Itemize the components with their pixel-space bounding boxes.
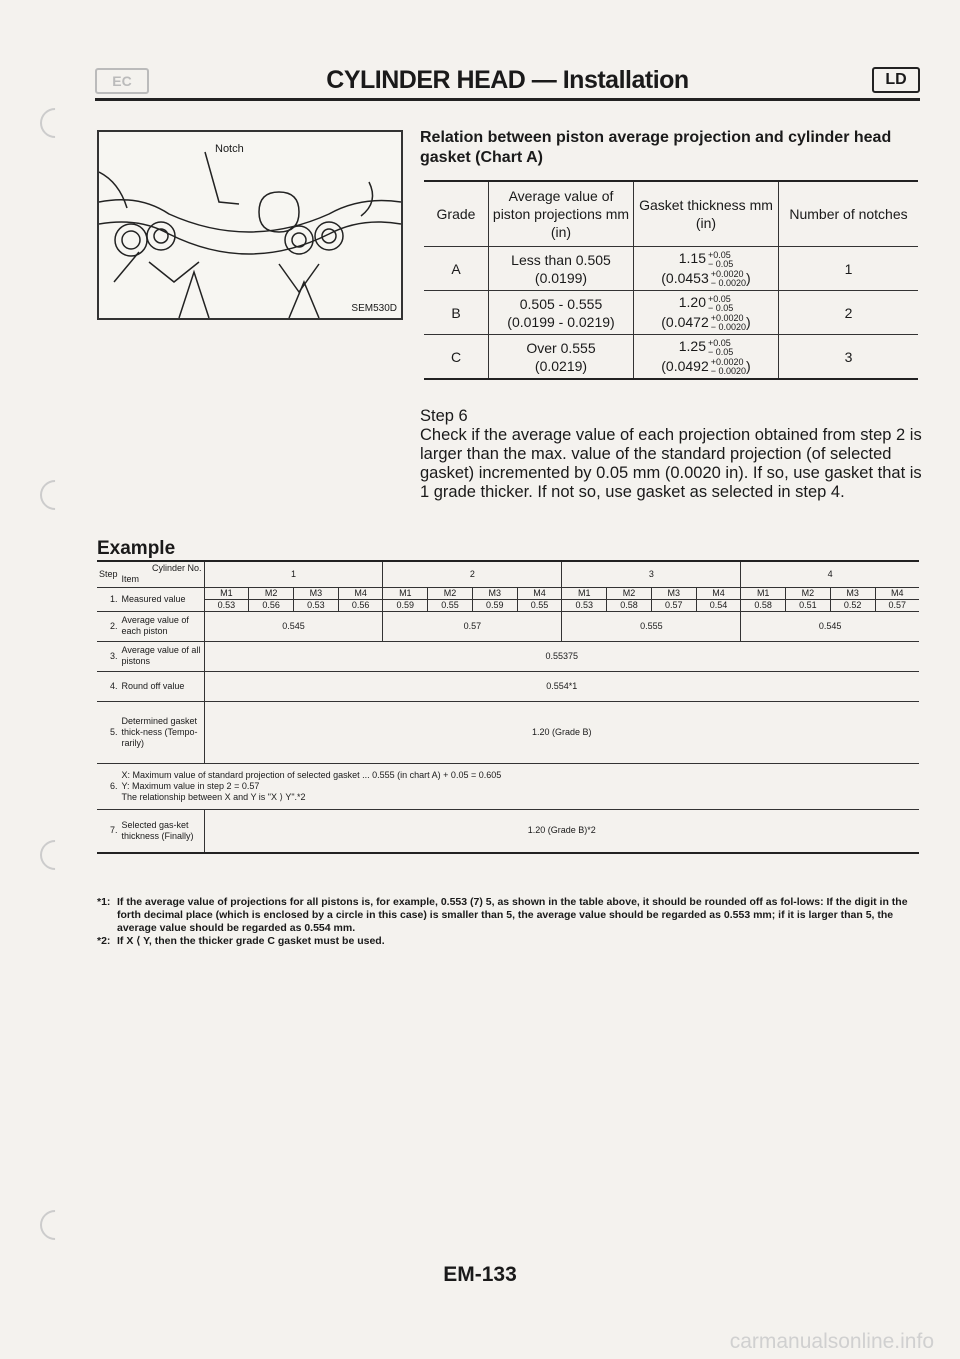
section-tab-left: EC bbox=[95, 68, 149, 94]
step-item: Measured value bbox=[120, 587, 205, 611]
tolerance-plus: +0.0020 bbox=[710, 312, 744, 323]
table-row bbox=[97, 611, 919, 641]
measure-value: 0.52 bbox=[830, 599, 875, 611]
cylinder-number: 1 bbox=[204, 561, 383, 587]
tolerance-mm bbox=[708, 251, 733, 269]
measure-label: M3 bbox=[472, 587, 517, 599]
thickness-cell bbox=[634, 335, 779, 380]
piston-notch-figure bbox=[97, 130, 403, 320]
thickness-in-value: (0.0472 bbox=[661, 313, 709, 330]
measure-value: 0.55 bbox=[428, 599, 473, 611]
measure-label: M3 bbox=[293, 587, 338, 599]
table-row bbox=[97, 587, 919, 599]
measure-label: M2 bbox=[786, 587, 831, 599]
measure-value: 0.59 bbox=[383, 599, 428, 611]
item-header bbox=[120, 561, 205, 587]
table-row bbox=[424, 247, 918, 291]
step-number: 6. bbox=[97, 763, 120, 809]
footnote-text: If X ⟨ Y, then the thicker grade C gasket must be used. bbox=[117, 935, 385, 947]
punch-hole bbox=[34, 834, 76, 876]
measure-label: M1 bbox=[204, 587, 249, 599]
thickness-mm-value: 1.25 bbox=[678, 338, 706, 355]
tolerance-in bbox=[711, 358, 746, 376]
xy-relationship: The relationship between X and Y is "X ⟩ Y".*2 bbox=[121, 791, 306, 802]
measure-value: 0.58 bbox=[741, 599, 786, 611]
thickness-in bbox=[636, 269, 776, 288]
paren-close: ) bbox=[746, 313, 751, 330]
xy-comparison bbox=[120, 763, 919, 809]
tolerance-minus: − 0.05 bbox=[707, 302, 734, 313]
table-row bbox=[97, 599, 919, 611]
measure-label: M1 bbox=[383, 587, 428, 599]
thickness-cell bbox=[634, 247, 779, 291]
footnote-key: *2: bbox=[97, 935, 111, 947]
final-gasket-thickness: 1.20 (Grade B)*2 bbox=[204, 809, 919, 853]
step-number: 5. bbox=[97, 701, 120, 763]
table-row bbox=[424, 291, 918, 335]
figure-code: SEM530D bbox=[351, 303, 397, 314]
item-header-label: Item bbox=[121, 574, 140, 585]
step-number: 1. bbox=[97, 587, 120, 611]
thickness-in bbox=[636, 357, 776, 376]
step-number: 3. bbox=[97, 641, 120, 671]
step-6-text: Check if the average value of each projection obtained from step 2 is larger than the max. value of the standard projection (of selected gasket) incremented by 0.05 mm (0.0020 in). If so, use gasket that is 1 grade thicker. If not so, use gasket as selected in step 4. bbox=[420, 426, 922, 501]
measure-label: M3 bbox=[651, 587, 696, 599]
thickness-cell bbox=[634, 291, 779, 335]
measure-value: 0.57 bbox=[875, 599, 919, 611]
measure-label: M4 bbox=[696, 587, 741, 599]
notches-cell: 3 bbox=[779, 335, 919, 380]
example-title: Example bbox=[97, 538, 176, 559]
grade-cell: A bbox=[424, 247, 489, 291]
tolerance-minus: − 0.05 bbox=[707, 346, 734, 357]
thickness-mm-value: 1.20 bbox=[678, 294, 706, 311]
measure-value: 0.59 bbox=[472, 599, 517, 611]
thickness-mm bbox=[636, 337, 776, 356]
tolerance-minus: − 0.05 bbox=[707, 258, 734, 269]
footnote-text: If the average value of projections for all pistons is, for example, 0.553 (7) 5, as shown in the table above, it should be rounded off as fol-lows: If the digit in the forth decimal place (which is enclosed by a circle in this case) is smaller than 5, the average value should be regarded as 0.553 mm; if it is larger than 5, the average value should be regarded as 0.554 mm. bbox=[117, 896, 908, 934]
projection-cell bbox=[489, 247, 634, 291]
measure-value: 0.57 bbox=[651, 599, 696, 611]
avg-each-piston: 0.545 bbox=[204, 611, 383, 641]
step-number: 7. bbox=[97, 809, 120, 853]
measure-value: 0.53 bbox=[204, 599, 249, 611]
measure-label: M3 bbox=[830, 587, 875, 599]
table-row bbox=[424, 335, 918, 380]
measure-label: M4 bbox=[338, 587, 383, 599]
tolerance-mm bbox=[708, 339, 733, 357]
thickness-mm bbox=[636, 249, 776, 268]
col-header: Gasket thickness mm (in) bbox=[634, 181, 779, 247]
measure-value: 0.58 bbox=[607, 599, 652, 611]
tolerance-in bbox=[711, 270, 746, 288]
y-definition: Y: Maximum value in step 2 = 0.57 bbox=[121, 780, 260, 791]
notches-cell: 2 bbox=[779, 291, 919, 335]
temp-gasket-thickness: 1.20 (Grade B) bbox=[204, 701, 919, 763]
tolerance-in bbox=[711, 314, 746, 332]
tolerance-plus: +0.05 bbox=[707, 249, 731, 260]
projection-mm: Less than 0.505 bbox=[511, 251, 611, 268]
thickness-in bbox=[636, 313, 776, 332]
chart-a-title: Relation between piston average projection and cylinder head gasket (Chart A) bbox=[420, 129, 892, 166]
projection-in: (0.0199 - 0.0219) bbox=[507, 313, 615, 330]
measure-label: M2 bbox=[428, 587, 473, 599]
notch-callout: Notch bbox=[215, 143, 244, 155]
step-item: Selected gas-ket thickness (Finally) bbox=[120, 809, 205, 853]
table-row bbox=[97, 641, 919, 671]
col-header: Number of notches bbox=[779, 181, 919, 247]
tolerance-plus: +0.0020 bbox=[710, 268, 744, 279]
thickness-mm bbox=[636, 293, 776, 312]
tolerance-plus: +0.0020 bbox=[710, 356, 744, 367]
step-number: 2. bbox=[97, 611, 120, 641]
footnotes bbox=[97, 896, 922, 948]
table-row bbox=[97, 809, 919, 853]
gasket-illustration bbox=[99, 132, 401, 318]
measure-value: 0.56 bbox=[249, 599, 294, 611]
tolerance-plus: +0.05 bbox=[707, 293, 731, 304]
grade-cell: B bbox=[424, 291, 489, 335]
punch-hole bbox=[34, 1204, 76, 1246]
projection-cell bbox=[489, 291, 634, 335]
chart-a-table bbox=[424, 180, 918, 380]
x-definition: X: Maximum value of standard projection of selected gasket ... 0.555 (in chart A) + 0.05 = 0.605 bbox=[121, 769, 502, 780]
page-header bbox=[95, 64, 920, 101]
measure-label: M2 bbox=[607, 587, 652, 599]
avg-each-piston: 0.545 bbox=[741, 611, 919, 641]
table-row bbox=[97, 701, 919, 763]
tolerance-plus: +0.05 bbox=[707, 337, 731, 348]
punch-hole bbox=[34, 102, 76, 144]
page-title: CYLINDER HEAD — Installation bbox=[326, 66, 689, 94]
avg-all-pistons: 0.55375 bbox=[204, 641, 919, 671]
measure-value: 0.54 bbox=[696, 599, 741, 611]
thickness-in-value: (0.0453 bbox=[661, 269, 709, 286]
measure-label: M2 bbox=[249, 587, 294, 599]
measure-label: M1 bbox=[741, 587, 786, 599]
round-off-value: 0.554*1 bbox=[204, 671, 919, 701]
step-item: Round off value bbox=[120, 671, 205, 701]
paren-close: ) bbox=[746, 357, 751, 374]
measure-value: 0.53 bbox=[562, 599, 607, 611]
cylinder-number: 3 bbox=[562, 561, 741, 587]
footnote-key: *1: bbox=[97, 896, 111, 908]
page-number: EM-133 bbox=[443, 1263, 517, 1286]
cylinder-header-label: Cylinder No. bbox=[151, 563, 202, 574]
tolerance-minus: − 0.0020 bbox=[710, 365, 747, 376]
step-6 bbox=[420, 407, 925, 502]
punch-hole bbox=[34, 474, 76, 516]
table-row bbox=[97, 561, 919, 587]
col-header: Grade bbox=[424, 181, 489, 247]
avg-each-piston: 0.555 bbox=[562, 611, 741, 641]
cylinder-number: 4 bbox=[741, 561, 919, 587]
projection-in: (0.0219) bbox=[534, 357, 588, 374]
footnote bbox=[97, 935, 922, 948]
grade-cell: C bbox=[424, 335, 489, 380]
notches-cell: 1 bbox=[779, 247, 919, 291]
col-header: Average value of piston projections mm (in) bbox=[489, 181, 634, 247]
step-6-heading: Step 6 bbox=[420, 407, 468, 425]
avg-each-piston: 0.57 bbox=[383, 611, 562, 641]
projection-mm: Over 0.555 bbox=[526, 339, 596, 356]
step-item: Average value of each piston bbox=[120, 611, 205, 641]
footnote bbox=[97, 896, 922, 935]
step-item: Determined gasket thick-ness (Tempo-rarily) bbox=[120, 701, 205, 763]
measure-label: M1 bbox=[562, 587, 607, 599]
tolerance-minus: − 0.0020 bbox=[710, 321, 747, 332]
measure-value: 0.56 bbox=[338, 599, 383, 611]
table-row bbox=[97, 671, 919, 701]
measure-label: M4 bbox=[875, 587, 919, 599]
step-header-label: Step bbox=[99, 568, 118, 579]
paren-close: ) bbox=[746, 269, 751, 286]
thickness-in-value: (0.0492 bbox=[661, 357, 709, 374]
section-tab-right: LD bbox=[872, 67, 920, 93]
projection-mm: 0.505 - 0.555 bbox=[519, 295, 603, 312]
measure-value: 0.51 bbox=[786, 599, 831, 611]
measure-value: 0.55 bbox=[517, 599, 562, 611]
table-row bbox=[97, 763, 919, 809]
cylinder-number: 2 bbox=[383, 561, 562, 587]
step-header bbox=[97, 561, 120, 587]
projection-in: (0.0199) bbox=[534, 269, 588, 286]
measure-value: 0.53 bbox=[293, 599, 338, 611]
projection-cell bbox=[489, 335, 634, 380]
watermark: carmanualsonline.info bbox=[729, 1330, 934, 1353]
tolerance-minus: − 0.0020 bbox=[710, 277, 747, 288]
measure-label: M4 bbox=[517, 587, 562, 599]
tolerance-mm bbox=[708, 295, 733, 313]
thickness-mm-value: 1.15 bbox=[678, 250, 706, 267]
step-number: 4. bbox=[97, 671, 120, 701]
step-item: Average value of all pistons bbox=[120, 641, 205, 671]
example-table bbox=[97, 560, 919, 854]
